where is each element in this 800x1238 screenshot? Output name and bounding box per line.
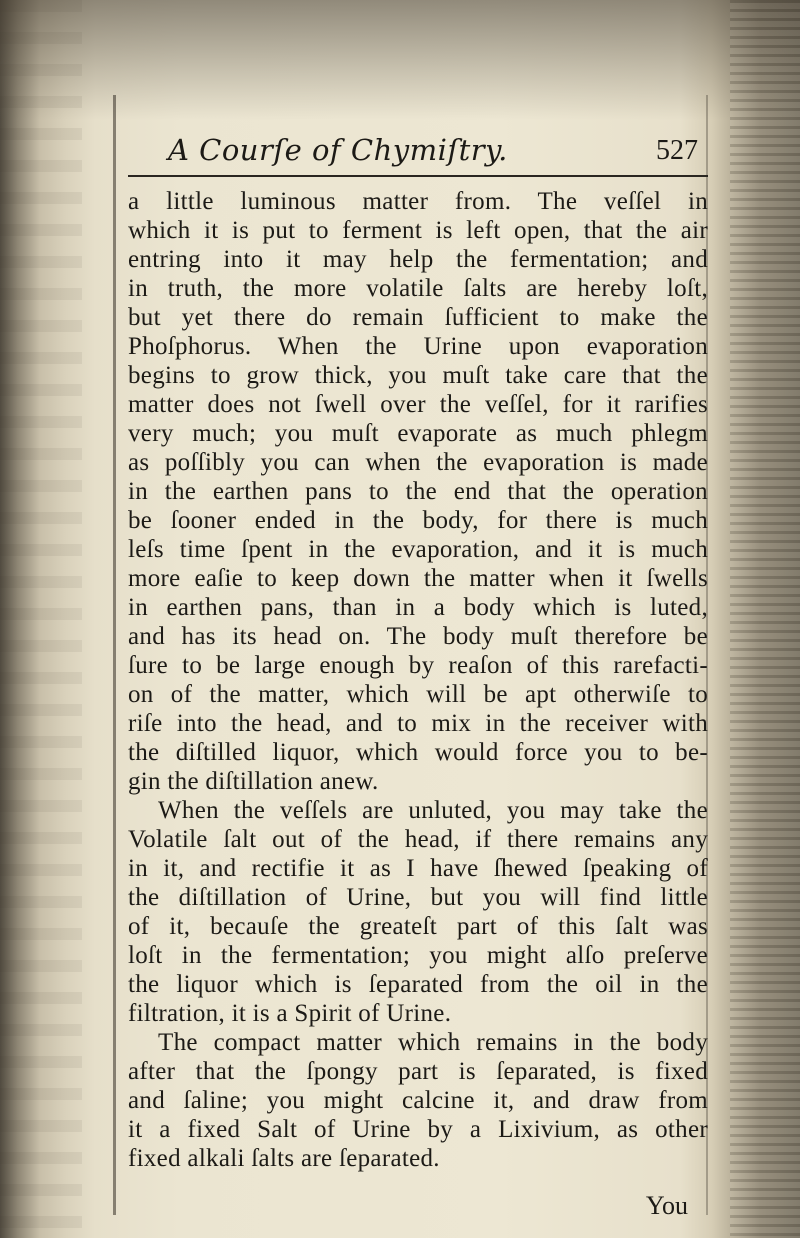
text-line: after that the ſpongy part is ſeparated, is fixed xyxy=(128,1058,708,1085)
text-line: The compact matter which remains in the body xyxy=(158,1029,708,1056)
text-line: Volatile ſalt out of the head, if there remains any xyxy=(128,826,708,853)
text-line: it a fixed Salt of Urine by a Lixivium, as other xyxy=(128,1116,708,1143)
catchword: You xyxy=(645,1191,688,1220)
running-title: A Courſe of Chymiſtry. xyxy=(168,133,508,167)
text-line: Phoſphorus. When the Urine upon evaporation xyxy=(128,333,708,360)
text-line: the diſtilled liquor, which would force you to be- xyxy=(128,739,708,766)
text-line: begins to grow thick, you muſt take care that the xyxy=(128,362,708,389)
text-line: leſs time ſpent in the evaporation, and it is much xyxy=(128,536,708,563)
running-head xyxy=(128,125,708,177)
text-line: riſe into the head, and to mix in the receiver with xyxy=(128,710,708,737)
text-line: matter does not ſwell over the veſſel, for it rarifies xyxy=(128,391,708,418)
text-line: but yet there do remain ſufficient to make the xyxy=(128,304,708,331)
text-line: filtration, it is a Spirit of Urine. xyxy=(128,1000,452,1027)
text-line: in the earthen pans to the end that the operation xyxy=(128,478,708,505)
text-line: entring into it may help the fermentation; and xyxy=(128,246,708,273)
text-line: the liquor which is ſeparated from the oil in the xyxy=(128,971,708,998)
text-line: very much; you muſt evaporate as much phlegm xyxy=(128,420,708,447)
text-line: be ſooner ended in the body, for there is much xyxy=(128,507,708,534)
top-shadow xyxy=(0,0,800,120)
book-page xyxy=(128,125,708,1221)
text-line: of it, becauſe the greateſt part of this ſalt was xyxy=(128,913,708,940)
text-line: ſure to be large enough by reaſon of this rarefacti- xyxy=(128,652,708,679)
page-stack-edge xyxy=(730,0,800,1238)
text-line: in it, and rectifie it as I have ſhewed ſpeaking of xyxy=(128,855,708,882)
text-line: a little luminous matter from. The veſſel in xyxy=(128,188,708,215)
text-line: in earthen pans, than in a body which is luted, xyxy=(128,594,708,621)
gutter-shadow xyxy=(113,95,116,1215)
text-line: When the veſſels are unluted, you may take the xyxy=(158,797,708,824)
text-line: which it is put to ferment is left open, that the air xyxy=(128,217,708,244)
facing-page-edge xyxy=(0,0,82,1238)
text-line: on of the matter, which will be apt otherwiſe to xyxy=(128,681,708,708)
page-number: 527 xyxy=(656,135,698,166)
text-line: loſt in the fermentation; you might alſo preſerve xyxy=(128,942,708,969)
text-line: in truth, the more volatile ſalts are hereby loſt, xyxy=(128,275,708,302)
text-line: and ſaline; you might calcine it, and draw from xyxy=(128,1087,708,1114)
text-line: as poſſibly you can when the evaporation is made xyxy=(128,449,708,476)
text-line: fixed alkali ſalts are ſeparated. xyxy=(128,1145,440,1172)
text-line: and has its head on. The body muſt therefore be xyxy=(128,623,708,650)
body-text xyxy=(128,187,708,1173)
text-line: the diſtillation of Urine, but you will find little xyxy=(128,884,708,911)
text-line: gin the diſtillation anew. xyxy=(128,768,379,795)
text-line: more eaſie to keep down the matter when it ſwells xyxy=(128,565,708,592)
